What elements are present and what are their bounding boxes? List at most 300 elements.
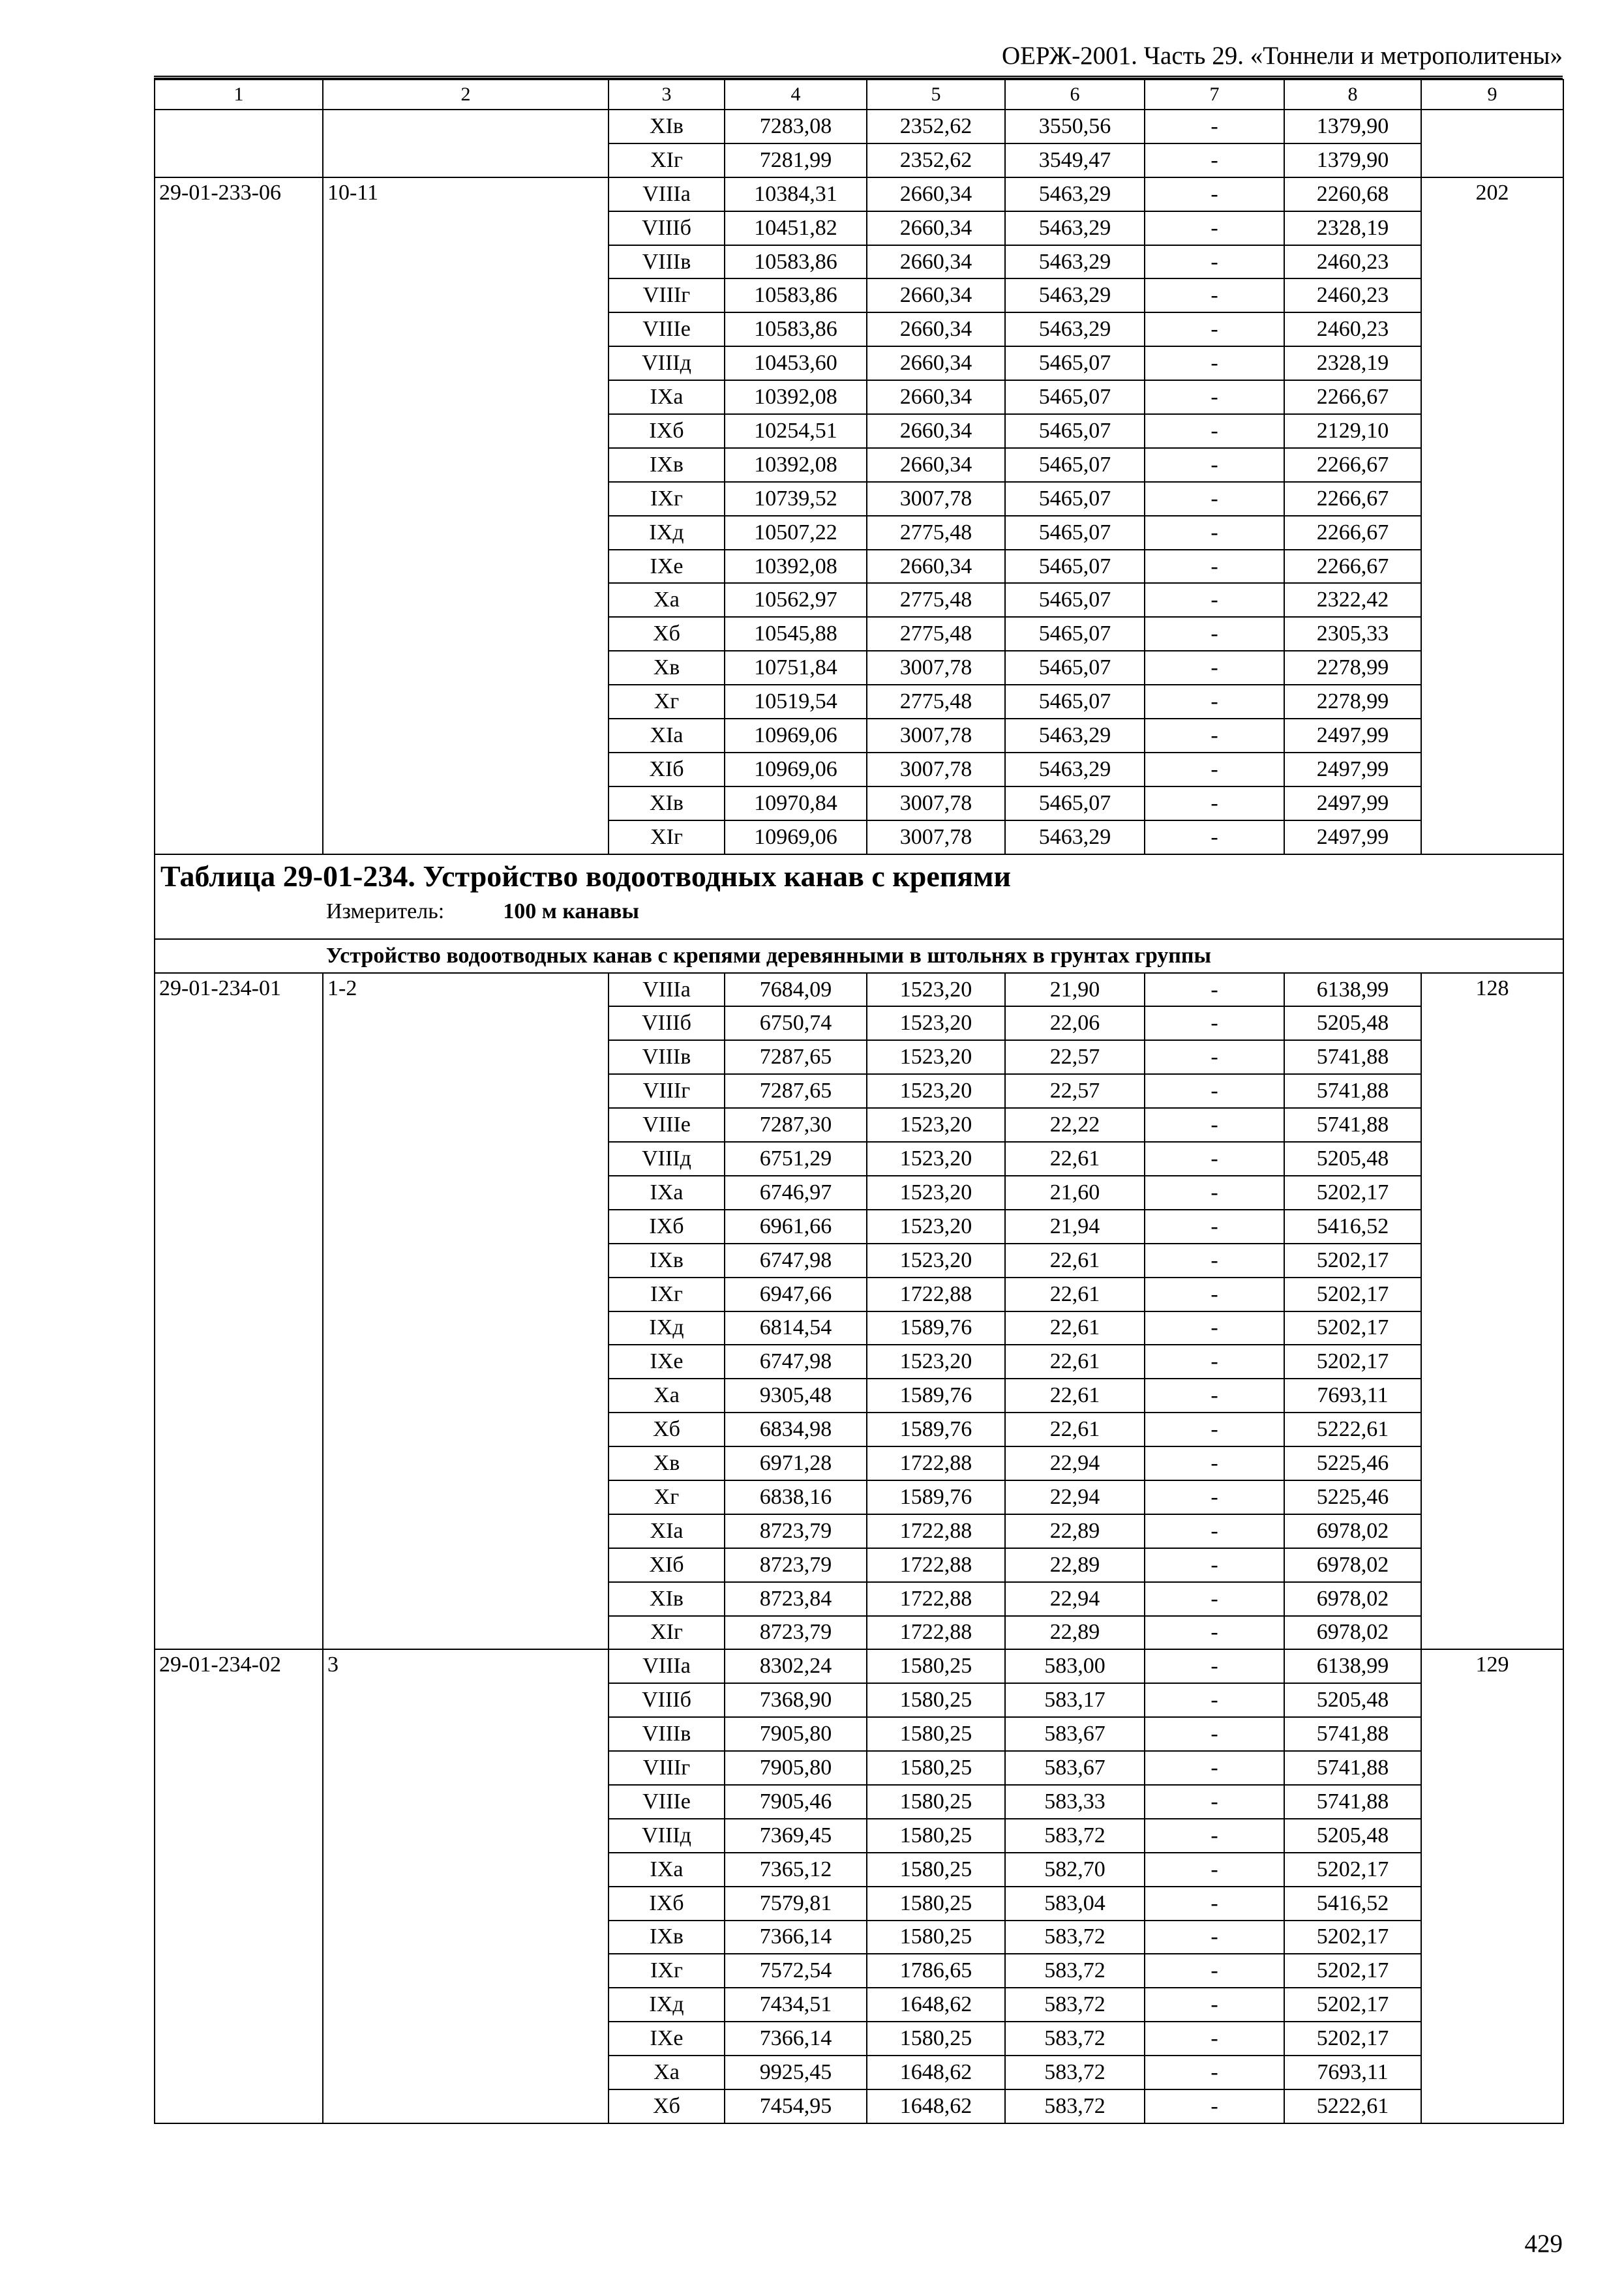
- materials-cost-cell: -: [1145, 1244, 1284, 1278]
- machine-cost-cell: 5465,07: [1005, 516, 1145, 550]
- column-number: 8: [1284, 80, 1421, 110]
- total-cost-cell: 8302,24: [725, 1649, 867, 1683]
- materials-cost-cell: -: [1145, 1278, 1284, 1311]
- labor-cost-cell: 2352,62: [867, 110, 1005, 143]
- machine-cost-cell: 5463,29: [1005, 753, 1145, 786]
- meter-label: Измеритель:: [326, 899, 445, 923]
- column-number: 7: [1145, 80, 1284, 110]
- materials-cost-cell: -: [1145, 312, 1284, 346]
- materials-cost-cell: -: [1145, 211, 1284, 245]
- cost-cell: 2328,19: [1284, 346, 1421, 380]
- materials-cost-cell: -: [1145, 110, 1284, 143]
- cost-cell: 7693,11: [1284, 1379, 1421, 1413]
- cost-cell: 2278,99: [1284, 685, 1421, 719]
- soil-group-cell: VIIIг: [609, 1074, 725, 1108]
- machine-cost-cell: 583,00: [1005, 1649, 1145, 1683]
- total-cost-cell: 7579,81: [725, 1887, 867, 1921]
- soil-group-cell: VIIIе: [609, 1785, 725, 1819]
- machine-cost-cell: 5463,29: [1005, 312, 1145, 346]
- soil-group-cell: Xг: [609, 685, 725, 719]
- materials-cost-cell: -: [1145, 583, 1284, 617]
- total-cost-cell: 10392,08: [725, 380, 867, 414]
- cost-cell: 5222,61: [1284, 1413, 1421, 1446]
- materials-cost-cell: -: [1145, 1413, 1284, 1446]
- materials-cost-cell: -: [1145, 482, 1284, 516]
- machine-cost-cell: 583,67: [1005, 1717, 1145, 1751]
- machine-cost-cell: 22,61: [1005, 1311, 1145, 1345]
- cost-cell: 5416,52: [1284, 1887, 1421, 1921]
- total-cost-cell: 10453,60: [725, 346, 867, 380]
- machine-cost-cell: 22,61: [1005, 1278, 1145, 1311]
- total-cost-cell: 10384,31: [725, 177, 867, 211]
- labor-cost-cell: 1580,25: [867, 1853, 1005, 1887]
- materials-cost-cell: -: [1145, 2056, 1284, 2089]
- total-cost-cell: 6838,16: [725, 1480, 867, 1514]
- table-row: [155, 110, 1563, 143]
- meter-line: [160, 895, 1557, 928]
- parameter-cell: 10-11: [323, 177, 609, 854]
- materials-cost-cell: -: [1145, 1988, 1284, 2022]
- materials-cost-cell: -: [1145, 1480, 1284, 1514]
- total-cost-cell: 10451,82: [725, 211, 867, 245]
- materials-cost-cell: -: [1145, 1887, 1284, 1921]
- labor-cost-cell: 1580,25: [867, 1751, 1005, 1785]
- cost-cell: 5202,17: [1284, 1988, 1421, 2022]
- column-number: 3: [609, 80, 725, 110]
- materials-cost-cell: -: [1145, 414, 1284, 448]
- machine-cost-cell: 5463,29: [1005, 820, 1145, 854]
- cost-cell: 5205,48: [1284, 1006, 1421, 1040]
- total-cost-cell: 10739,52: [725, 482, 867, 516]
- cost-cell: 5202,17: [1284, 1853, 1421, 1887]
- materials-cost-cell: -: [1145, 143, 1284, 177]
- materials-cost-cell: -: [1145, 1954, 1284, 1988]
- machine-cost-cell: 5463,29: [1005, 245, 1145, 279]
- labor-cost-cell: 1580,25: [867, 1649, 1005, 1683]
- total-cost-cell: 6750,74: [725, 1006, 867, 1040]
- table-title: Таблица 29-01-234. Устройство водоотводных канав с крепями: [160, 859, 1011, 893]
- cost-cell: 5205,48: [1284, 1683, 1421, 1717]
- cost-cell: 2497,99: [1284, 786, 1421, 820]
- machine-cost-cell: 582,70: [1005, 1853, 1145, 1887]
- labor-cost-cell: 1722,88: [867, 1582, 1005, 1616]
- materials-cost-cell: -: [1145, 346, 1284, 380]
- machine-cost-cell: 22,89: [1005, 1548, 1145, 1582]
- machine-cost-cell: 5465,07: [1005, 617, 1145, 651]
- labor-cost-cell: 1722,88: [867, 1446, 1005, 1480]
- cost-cell: 5741,88: [1284, 1040, 1421, 1074]
- soil-group-cell: IXе: [609, 550, 725, 584]
- soil-group-cell: Xв: [609, 651, 725, 685]
- soil-group-cell: IXа: [609, 1853, 725, 1887]
- total-cost-cell: 7366,14: [725, 2022, 867, 2056]
- total-cost-cell: 9305,48: [725, 1379, 867, 1413]
- total-cost-cell: 7905,80: [725, 1717, 867, 1751]
- rate-code-cell: 29-01-233-06: [155, 177, 323, 854]
- machine-cost-cell: 22,61: [1005, 1244, 1145, 1278]
- machine-cost-cell: 583,72: [1005, 1954, 1145, 1988]
- total-cost-cell: 10562,97: [725, 583, 867, 617]
- soil-group-cell: XIг: [609, 820, 725, 854]
- soil-group-cell: IXд: [609, 1311, 725, 1345]
- meter-value: 100 м канавы: [503, 899, 639, 923]
- labor-cost-cell: 2660,34: [867, 245, 1005, 279]
- soil-group-cell: VIIIд: [609, 1142, 725, 1176]
- cost-cell: 6978,02: [1284, 1548, 1421, 1582]
- machine-cost-cell: 5465,07: [1005, 482, 1145, 516]
- soil-group-cell: IXв: [609, 448, 725, 482]
- machine-cost-cell: 5465,07: [1005, 550, 1145, 584]
- labor-cost-cell: 1580,25: [867, 1785, 1005, 1819]
- total-cost-cell: 7905,46: [725, 1785, 867, 1819]
- subheading: Устройство водоотводных канав с крепями деревянными в штольнях в грунтах группы: [155, 939, 1563, 973]
- machine-cost-cell: 5463,29: [1005, 177, 1145, 211]
- soil-group-cell: IXд: [609, 1988, 725, 2022]
- total-cost-cell: 10969,06: [725, 753, 867, 786]
- labor-cost-cell: 1523,20: [867, 973, 1005, 1007]
- soil-group-cell: XIб: [609, 1548, 725, 1582]
- labor-cost-cell: 1580,25: [867, 1819, 1005, 1853]
- soil-group-cell: XIа: [609, 1514, 725, 1548]
- soil-group-cell: XIб: [609, 753, 725, 786]
- labor-cost-cell: 2660,34: [867, 346, 1005, 380]
- total-cost-cell: 6751,29: [725, 1142, 867, 1176]
- table-row: [155, 1649, 1563, 1683]
- soil-group-cell: VIIIа: [609, 1649, 725, 1683]
- materials-cost-cell: -: [1145, 1548, 1284, 1582]
- cost-cell: 2497,99: [1284, 753, 1421, 786]
- column-number: 5: [867, 80, 1005, 110]
- total-cost-cell: 10969,06: [725, 820, 867, 854]
- total-cost-cell: 8723,84: [725, 1582, 867, 1616]
- total-cost-cell: 10583,86: [725, 245, 867, 279]
- total-cost-cell: 7368,90: [725, 1683, 867, 1717]
- cost-cell: 2266,67: [1284, 516, 1421, 550]
- labor-cost-cell: 1523,20: [867, 1006, 1005, 1040]
- total-cost-cell: 6746,97: [725, 1176, 867, 1210]
- soil-group-cell: IXа: [609, 1176, 725, 1210]
- materials-cost-cell: -: [1145, 1921, 1284, 1954]
- soil-group-cell: VIIIг: [609, 278, 725, 312]
- total-cost-cell: 7283,08: [725, 110, 867, 143]
- total-cost-cell: 6814,54: [725, 1311, 867, 1345]
- materials-cost-cell: -: [1145, 245, 1284, 279]
- labor-cost-cell: 1786,65: [867, 1954, 1005, 1988]
- cost-cell: 2266,67: [1284, 380, 1421, 414]
- soil-group-cell: Xа: [609, 1379, 725, 1413]
- labor-cost-cell: 2660,34: [867, 278, 1005, 312]
- total-cost-cell: 8723,79: [725, 1514, 867, 1548]
- cost-cell: 6978,02: [1284, 1514, 1421, 1548]
- cost-cell: 2328,19: [1284, 211, 1421, 245]
- cost-cell: 6138,99: [1284, 1649, 1421, 1683]
- labor-cost-cell: 2660,34: [867, 177, 1005, 211]
- soil-group-cell: XIг: [609, 143, 725, 177]
- machine-cost-cell: 583,72: [1005, 2022, 1145, 2056]
- cost-cell: 2497,99: [1284, 820, 1421, 854]
- column-number: 4: [725, 80, 867, 110]
- labor-cost-cell: 1580,25: [867, 2022, 1005, 2056]
- labor-cost-cell: 1523,20: [867, 1244, 1005, 1278]
- materials-cost-cell: -: [1145, 651, 1284, 685]
- soil-group-cell: IXд: [609, 516, 725, 550]
- machine-cost-cell: 21,90: [1005, 973, 1145, 1007]
- total-cost-cell: 7287,65: [725, 1040, 867, 1074]
- labor-cost-cell: 1523,20: [867, 1210, 1005, 1244]
- cost-cell: 5202,17: [1284, 1244, 1421, 1278]
- rate-code-cell: 29-01-234-02: [155, 1649, 323, 2123]
- materials-cost-cell: -: [1145, 617, 1284, 651]
- total-cost-cell: 10507,22: [725, 516, 867, 550]
- soil-group-cell: IXв: [609, 1244, 725, 1278]
- materials-cost-cell: -: [1145, 1853, 1284, 1887]
- cost-cell: 5202,17: [1284, 1278, 1421, 1311]
- total-cost-cell: 8723,79: [725, 1616, 867, 1650]
- materials-cost-cell: -: [1145, 1446, 1284, 1480]
- table-row: [155, 973, 1563, 1007]
- subheading-row: [155, 939, 1563, 973]
- cost-cell: 1379,90: [1284, 110, 1421, 143]
- cost-cell: 5416,52: [1284, 1210, 1421, 1244]
- soil-group-cell: IXг: [609, 1954, 725, 1988]
- machine-cost-cell: 5463,29: [1005, 211, 1145, 245]
- soil-group-cell: Xб: [609, 617, 725, 651]
- cost-cell: 5741,88: [1284, 1717, 1421, 1751]
- machine-cost-cell: 22,94: [1005, 1582, 1145, 1616]
- soil-group-cell: VIIIв: [609, 245, 725, 279]
- materials-cost-cell: -: [1145, 550, 1284, 584]
- materials-cost-cell: -: [1145, 973, 1284, 1007]
- labor-cost-cell: 3007,78: [867, 482, 1005, 516]
- total-cost-cell: 6834,98: [725, 1413, 867, 1446]
- labor-cost-cell: 1523,20: [867, 1074, 1005, 1108]
- labor-cost-cell: 1523,20: [867, 1345, 1005, 1379]
- cost-cell: 2460,23: [1284, 278, 1421, 312]
- labor-cost-cell: 3007,78: [867, 719, 1005, 753]
- column-number: 9: [1421, 80, 1563, 110]
- soil-group-cell: Xб: [609, 1413, 725, 1446]
- machine-cost-cell: 3550,56: [1005, 110, 1145, 143]
- cost-cell: 2305,33: [1284, 617, 1421, 651]
- labor-cost-cell: 1722,88: [867, 1278, 1005, 1311]
- parameter-cell: 1-2: [323, 973, 609, 1650]
- machine-cost-cell: 583,67: [1005, 1751, 1145, 1785]
- machine-cost-cell: 5463,29: [1005, 719, 1145, 753]
- labor-cost-cell: 1589,76: [867, 1311, 1005, 1345]
- labor-cost-cell: 1580,25: [867, 1683, 1005, 1717]
- materials-cost-cell: -: [1145, 786, 1284, 820]
- labor-cost-cell: 1523,20: [867, 1142, 1005, 1176]
- total-cost-cell: 10392,08: [725, 448, 867, 482]
- machine-cost-cell: 583,72: [1005, 1988, 1145, 2022]
- total-cost-cell: 9925,45: [725, 2056, 867, 2089]
- cost-cell: 2460,23: [1284, 312, 1421, 346]
- materials-cost-cell: -: [1145, 2022, 1284, 2056]
- total-cost-cell: 10583,86: [725, 312, 867, 346]
- machine-cost-cell: 22,57: [1005, 1040, 1145, 1074]
- soil-group-cell: IXб: [609, 1887, 725, 1921]
- cost-cell: 5205,48: [1284, 1142, 1421, 1176]
- labor-cost-cell: 1589,76: [867, 1379, 1005, 1413]
- materials-cost-cell: -: [1145, 685, 1284, 719]
- machine-cost-cell: 583,72: [1005, 2056, 1145, 2089]
- soil-group-cell: XIв: [609, 1582, 725, 1616]
- materials-cost-cell: -: [1145, 2089, 1284, 2123]
- cost-cell: 5741,88: [1284, 1785, 1421, 1819]
- materials-cost-cell: -: [1145, 177, 1284, 211]
- column-number: 1: [155, 80, 323, 110]
- soil-group-cell: XIв: [609, 786, 725, 820]
- rates-table: [154, 79, 1564, 2124]
- machine-cost-cell: 22,89: [1005, 1616, 1145, 1650]
- soil-group-cell: VIIIв: [609, 1040, 725, 1074]
- materials-cost-cell: -: [1145, 1819, 1284, 1853]
- total-cost-cell: 6961,66: [725, 1210, 867, 1244]
- machine-cost-cell: 5465,07: [1005, 685, 1145, 719]
- machine-cost-cell: 22,22: [1005, 1108, 1145, 1142]
- materials-cost-cell: -: [1145, 1345, 1284, 1379]
- soil-group-cell: IXг: [609, 1278, 725, 1311]
- cost-cell: 2497,99: [1284, 719, 1421, 753]
- cost-cell: 5202,17: [1284, 1921, 1421, 1954]
- labor-cost-cell: 1722,88: [867, 1616, 1005, 1650]
- labor-cost-cell: 1580,25: [867, 1921, 1005, 1954]
- soil-group-cell: VIIIб: [609, 1683, 725, 1717]
- materials-cost-cell: -: [1145, 1108, 1284, 1142]
- labor-cost-cell: 1580,25: [867, 1717, 1005, 1751]
- labor-cost-cell: 1589,76: [867, 1413, 1005, 1446]
- machine-cost-cell: 22,89: [1005, 1514, 1145, 1548]
- soil-group-cell: VIIIа: [609, 177, 725, 211]
- cost-cell: 6138,99: [1284, 973, 1421, 1007]
- soil-group-cell: VIIIа: [609, 973, 725, 1007]
- labor-cost-cell: 3007,78: [867, 753, 1005, 786]
- labor-cost-cell: 2775,48: [867, 617, 1005, 651]
- soil-group-cell: IXб: [609, 1210, 725, 1244]
- cost-cell: 5202,17: [1284, 1176, 1421, 1210]
- materials-cost-cell: -: [1145, 1616, 1284, 1650]
- parameter-cell: [323, 110, 609, 177]
- labor-cost-cell: 1722,88: [867, 1548, 1005, 1582]
- materials-cost-cell: -: [1145, 448, 1284, 482]
- table-row: [155, 177, 1563, 211]
- total-cost-cell: 8723,79: [725, 1548, 867, 1582]
- soil-group-cell: Xв: [609, 1446, 725, 1480]
- column-number: 6: [1005, 80, 1145, 110]
- machine-cost-cell: 583,72: [1005, 2089, 1145, 2123]
- materials-cost-cell: -: [1145, 1751, 1284, 1785]
- cost-cell: 2322,42: [1284, 583, 1421, 617]
- total-cost-cell: 6971,28: [725, 1446, 867, 1480]
- total-cost-cell: 7684,09: [725, 973, 867, 1007]
- cost-cell: 5202,17: [1284, 1311, 1421, 1345]
- materials-cost-cell: -: [1145, 1785, 1284, 1819]
- reference-cell: 129: [1421, 1649, 1563, 2123]
- soil-group-cell: VIIIе: [609, 312, 725, 346]
- total-cost-cell: 6747,98: [725, 1244, 867, 1278]
- materials-cost-cell: -: [1145, 719, 1284, 753]
- cost-cell: 2266,67: [1284, 482, 1421, 516]
- cost-cell: 2260,68: [1284, 177, 1421, 211]
- soil-group-cell: VIIIд: [609, 1819, 725, 1853]
- labor-cost-cell: 1648,62: [867, 2056, 1005, 2089]
- machine-cost-cell: 5465,07: [1005, 583, 1145, 617]
- total-cost-cell: 10392,08: [725, 550, 867, 584]
- materials-cost-cell: -: [1145, 1683, 1284, 1717]
- total-cost-cell: 7572,54: [725, 1954, 867, 1988]
- reference-cell: 202: [1421, 177, 1563, 854]
- cost-cell: 6978,02: [1284, 1616, 1421, 1650]
- materials-cost-cell: -: [1145, 278, 1284, 312]
- cost-cell: 5225,46: [1284, 1446, 1421, 1480]
- soil-group-cell: VIIIв: [609, 1717, 725, 1751]
- soil-group-cell: VIIIг: [609, 1751, 725, 1785]
- soil-group-cell: IXе: [609, 2022, 725, 2056]
- soil-group-cell: VIIIб: [609, 211, 725, 245]
- machine-cost-cell: 22,06: [1005, 1006, 1145, 1040]
- total-cost-cell: 10969,06: [725, 719, 867, 753]
- machine-cost-cell: 583,72: [1005, 1819, 1145, 1853]
- materials-cost-cell: -: [1145, 1040, 1284, 1074]
- total-cost-cell: 7905,80: [725, 1751, 867, 1785]
- materials-cost-cell: -: [1145, 1006, 1284, 1040]
- labor-cost-cell: 1648,62: [867, 2089, 1005, 2123]
- labor-cost-cell: 2775,48: [867, 583, 1005, 617]
- cost-cell: 2266,67: [1284, 550, 1421, 584]
- total-cost-cell: 10254,51: [725, 414, 867, 448]
- rate-code-cell: [155, 110, 323, 177]
- materials-cost-cell: -: [1145, 1582, 1284, 1616]
- soil-group-cell: XIг: [609, 1616, 725, 1650]
- machine-cost-cell: 583,17: [1005, 1683, 1145, 1717]
- cost-cell: 5741,88: [1284, 1074, 1421, 1108]
- column-number: 2: [323, 80, 609, 110]
- soil-group-cell: IXг: [609, 482, 725, 516]
- labor-cost-cell: 1523,20: [867, 1040, 1005, 1074]
- soil-group-cell: VIIIд: [609, 346, 725, 380]
- cost-cell: 1379,90: [1284, 143, 1421, 177]
- header-title: ОЕРЖ-2001. Часть 29. «Тоннели и метрополитены»: [1001, 42, 1563, 70]
- materials-cost-cell: -: [1145, 1142, 1284, 1176]
- running-header: [154, 37, 1563, 79]
- labor-cost-cell: 1523,20: [867, 1176, 1005, 1210]
- labor-cost-cell: 1580,25: [867, 1887, 1005, 1921]
- labor-cost-cell: 2660,34: [867, 211, 1005, 245]
- machine-cost-cell: 5463,29: [1005, 278, 1145, 312]
- reference-cell: [1421, 110, 1563, 177]
- soil-group-cell: IXе: [609, 1345, 725, 1379]
- machine-cost-cell: 5465,07: [1005, 346, 1145, 380]
- soil-group-cell: XIа: [609, 719, 725, 753]
- machine-cost-cell: 583,72: [1005, 1921, 1145, 1954]
- machine-cost-cell: 583,04: [1005, 1887, 1145, 1921]
- labor-cost-cell: 2775,48: [867, 516, 1005, 550]
- cost-cell: 5202,17: [1284, 2022, 1421, 2056]
- machine-cost-cell: 22,61: [1005, 1413, 1145, 1446]
- cost-cell: 5741,88: [1284, 1108, 1421, 1142]
- rate-code-cell: 29-01-234-01: [155, 973, 323, 1650]
- materials-cost-cell: -: [1145, 1649, 1284, 1683]
- materials-cost-cell: -: [1145, 1717, 1284, 1751]
- total-cost-cell: 10519,54: [725, 685, 867, 719]
- labor-cost-cell: 2660,34: [867, 550, 1005, 584]
- soil-group-cell: Xа: [609, 583, 725, 617]
- soil-group-cell: Xб: [609, 2089, 725, 2123]
- total-cost-cell: 7281,99: [725, 143, 867, 177]
- materials-cost-cell: -: [1145, 1074, 1284, 1108]
- total-cost-cell: 7369,45: [725, 1819, 867, 1853]
- machine-cost-cell: 22,61: [1005, 1345, 1145, 1379]
